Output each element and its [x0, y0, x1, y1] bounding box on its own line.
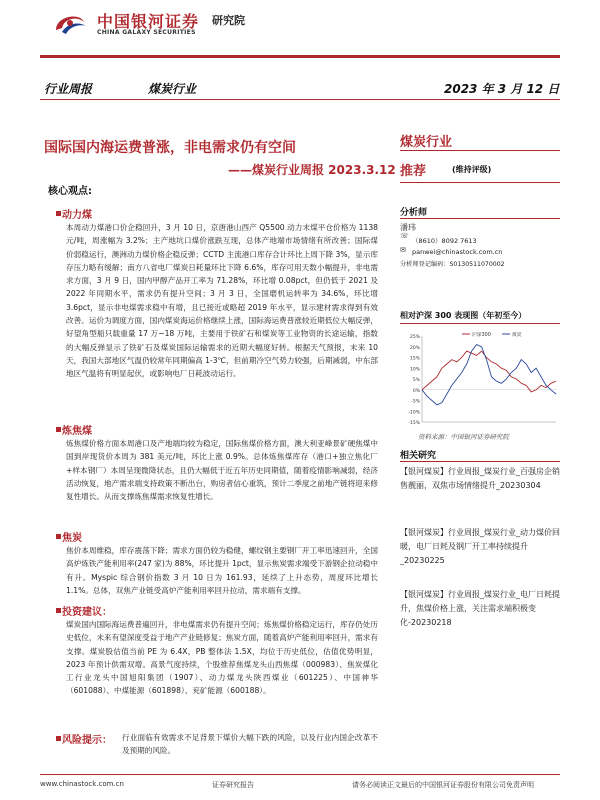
footer-doc-type: 证券研究报告: [212, 781, 254, 789]
report-subtitle: ——煤炭行业周报 2023.3.12: [228, 163, 396, 177]
section-heading-investment: 投资建议：: [62, 607, 112, 618]
analyst-certificate: 分析师登记编码：S0130511070002: [400, 261, 505, 268]
section-heading-risk: 风险提示：: [62, 735, 112, 746]
sidebar-divider: [400, 182, 560, 183]
y-tick-label: 20%: [409, 345, 420, 351]
analyst-email[interactable]: panwei@chinastock.com.cn: [412, 248, 503, 256]
chart-title: 相对沪深 300 表现图（年初至今）: [400, 311, 527, 320]
sidebar-industry: 煤炭行业: [400, 135, 453, 150]
report-title: 国际国内海运费普涨，非电需求仍有空间: [44, 140, 296, 156]
y-tick-label: -5%: [411, 399, 420, 405]
sidebar-rating-note: (维持评级): [452, 165, 492, 174]
core-views-label: 核心观点:: [48, 186, 92, 197]
galaxy-logo-icon: [50, 8, 90, 38]
logo-chinese-name: 中国银河证券: [97, 12, 200, 31]
legend-label: 煤炭: [512, 333, 522, 338]
logo-english-name: CHINA GALAXY SECURITIES: [97, 29, 196, 36]
bullet-icon: [56, 736, 61, 741]
y-tick-label: 15%: [409, 356, 420, 362]
y-tick-label: -15%: [408, 421, 420, 426]
sidebar-divider: [400, 150, 560, 151]
report-band: [40, 76, 560, 98]
analyst-heading: 分析师: [400, 208, 428, 218]
header-divider: [40, 55, 560, 58]
series-line-0: [422, 351, 556, 392]
y-tick-label: 10%: [409, 367, 420, 373]
related-research-heading: 相关研究: [400, 451, 437, 461]
related-item[interactable]: 【银河煤炭】行业周报_煤炭行业_百强房企销售靓丽，双焦市场情绪提升_20230304: [400, 467, 560, 490]
relative-performance-chart: [400, 328, 562, 432]
sidebar-rating: 推荐: [400, 164, 427, 179]
band-divider: [40, 99, 560, 100]
bullet-icon: [56, 608, 61, 613]
sidebar-divider: [400, 218, 560, 219]
analyst-phone: （8610）8092 7613: [412, 237, 477, 245]
bullet-icon: [56, 427, 61, 432]
section-heading-coke: 焦炭: [62, 533, 82, 544]
y-tick-label: 5%: [412, 378, 420, 383]
sidebar-divider: [400, 461, 560, 462]
section-heading-thermal-coal: 动力煤: [62, 210, 92, 221]
analyst-name: 潘玮: [400, 223, 416, 232]
section-text-thermal-coal: 本周动力煤港口价企稳回升，3 月 10 日，京唐港山西产 Q5500 动力末煤平仓价格为 1138 元/吨，周涨幅为 3.2%；主产地坑口煤价涨跌互现，总体产地端市场情绪有所改善；国际煤价弱稳运行，澳洲动力煤价格企稳反弹；CCTD 主流港口库存合计环比上周下降 3%，显示库存压力略有缓解；南方八省电厂煤炭日耗量环比下降 6.6%，库存可用天数小幅提升，非电需求方面，3 月 9 日，国内甲醇产品开工率为 71.28%，环比增 0.08pct，但仍低于 2021 及 2022 年同期水平，需求仍有提升空间；3 月 3 日，全国磨机运转率为 34.6%，环比增 3.6pct，显示非电煤需求稳中有增，且已接近或略超 2019 年水平，显示建材需求得到有效改善。运价为调度方面，国内煤炭海运价格继续上涨，国际海运费普涨较近期低位大幅反弹，好望角型船只载重量 17 万~18 万吨，主要用于铁矿石和煤炭等工业物资的长途运输，指数的大幅反弹显示了铁矿石及煤炭国际运输需求的近期大幅度好转。根据天气预报，未来 10 天，我国大部地区气温仍较常年同期偏高 1-3℃，但前期冷空气势力较强，后期减弱，中东部地区气温将有明显起伏，或影响电厂日耗波动运行。: [66, 223, 378, 379]
industry-label: 煤炭行业: [148, 82, 197, 96]
section-text-coke: 焦价本周维稳，库存震荡下降；需求方面仍较为稳健，螺纹钢主要钢厂开工率迅速回升，全国高炉炼铁产能利用率(247 家)为 88%，环比提升 1pct，显示焦炭需求端受下游钢企拉动稳中有升。Myspic 综合钢价指数 3 月 10 日为 161.93，延续了上升态势，周度环比增长 1.1%。总体，双焦产业链受高炉产能利用率回升拉动，需求端有支撑。: [66, 546, 378, 595]
section-text-investment: 煤炭国内国际海运费普遍回升，非电煤需求仍有提升空间；炼焦煤价格稳定运行，库存仍处历史低位，未来有望深度受益于地产产业链修复；焦炭方面，随着高炉产能利用率回升，需求有支撑。煤炭股估值当前 PE 为 6.4X，PB 整体法 1.5X，均位于历史低位，估值优势明显，2023 年预计供需双增。高景气度持续，个股推荐焦煤龙头山西焦煤（000983）、焦炭煤化工行业龙头中国旭阳集团（1907）、动力煤龙头陕西煤业（601225）、中国神华（601088）、中煤能源（601898）、兖矿能源（600188）。: [66, 620, 378, 696]
chart-source: 资料来源：中国银河证券研究院: [418, 433, 509, 441]
bullet-icon: [56, 534, 61, 539]
y-tick-label: -10%: [408, 410, 420, 416]
legend-label: 沪深300: [472, 333, 491, 338]
section-text-coking-coal: 炼焦煤价格方面本周港口及产地端均较为稳定，国际焦煤价格方面，澳大利亚峰景矿硬焦煤中国到岸现货价本周为 381 美元/吨，环比上涨 0.9%。总体炼焦煤库存（港口+独立焦化厂+样本钢厂）本周呈现微降状态，且仍大幅低于近五年历史同期值，随着疫情影响减弱，经济活动恢复，地产需求端支持政策不断出台，购房者信心重筑，预计二季度之前地产链将迎来修复性增长。从而支撑炼焦煤需求恢复性增长。: [66, 439, 378, 502]
sidebar-divider: [400, 323, 560, 324]
report-type: 行业周报: [44, 82, 93, 96]
series-line-1: [422, 345, 556, 405]
report-date: 2023 年 3 月 12 日: [444, 82, 560, 96]
y-tick-label: 0%: [412, 388, 420, 394]
chart-axis: [422, 336, 556, 422]
bullet-icon: [56, 211, 61, 216]
footer-disclaimer: 请务必阅读正文最后的中国银河证券股份有限公司免责声明: [352, 781, 534, 789]
footer-website[interactable]: www.chinastock.com.cn: [40, 780, 124, 788]
section-heading-coking-coal: 炼焦煤: [62, 426, 92, 437]
phone-icon: ☏: [400, 232, 409, 240]
email-icon: ✉: [400, 246, 406, 254]
y-tick-label: 25%: [409, 335, 420, 340]
related-item[interactable]: 【银河煤炭】行业周报_煤炭行业_动力煤价回暖，电厂日耗及钢厂开工率持续提升_20230225: [400, 528, 560, 565]
section-text-risk: 行业面临有效需求不足背景下煤价大幅下跌的风险，以及行业内国企改革不及预期的风险。: [122, 733, 378, 756]
related-item[interactable]: 【银河煤炭】行业周报_煤炭行业_电厂日耗提升，焦煤价格上涨，关注需求端积极变化-20230218: [400, 590, 560, 627]
institute-label: 研究院: [212, 14, 245, 27]
footer-divider: [40, 774, 560, 775]
